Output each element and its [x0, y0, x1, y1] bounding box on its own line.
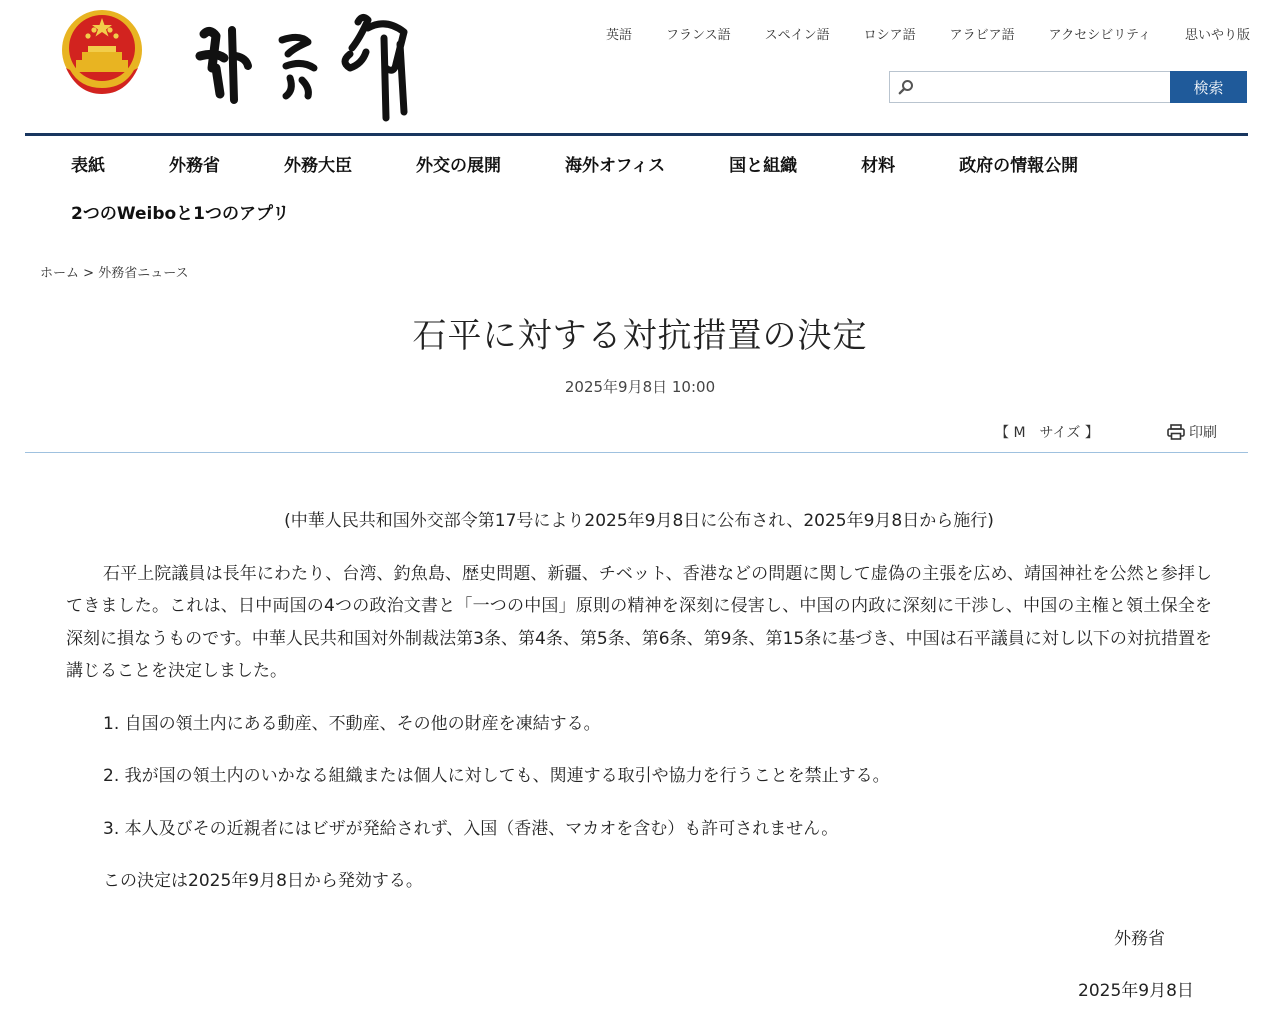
lang-link-french[interactable]: フランス語 — [666, 28, 731, 43]
language-nav — [572, 24, 1250, 43]
nav-item-minister[interactable]: 外務大臣 — [284, 155, 352, 176]
nav-item-ministry[interactable]: 外務省 — [169, 155, 220, 176]
nav-item-diplomacy[interactable]: 外交の展開 — [416, 155, 501, 176]
header-divider — [25, 133, 1248, 136]
site-header — [0, 0, 1280, 136]
article-paragraph: 石平上院議員は長年にわたり、台湾、釣魚島、歴史問題、新疆、チベット、香港などの問題に関して虚偽の主張を広め、靖国神社を公然と参拝してきました。これは、日中両国の4つの政治文書と「一つの中国」原則の精神を深刻に侵害し、中国の内政に深刻に干渉し、中国の主権と領土保全を深刻に損なうものです。中華人民共和国対外制裁法第3条、第4条、第5条、第6条、第9条、第15条に基づき、中国は石平議員に対し以下の対抗措置を講じることを決定しました。 — [66, 563, 1212, 681]
effective-statement: この決定は2025年9月8日から発効する。 — [103, 871, 423, 891]
national-emblem-icon[interactable] — [58, 8, 146, 98]
nav-item-home[interactable]: 表紙 — [71, 155, 105, 176]
measure-item: 2. 我が国の領土内のいかなる組織または個人に対しても、関連する取引や協力を行うことを禁止する。 — [103, 766, 890, 786]
search-input[interactable] — [890, 72, 1170, 102]
search-icon — [898, 79, 914, 95]
article-body — [66, 505, 1212, 918]
publish-date: 2025年9月8日 10:00 — [564, 378, 716, 396]
print-label: 印刷 — [1189, 425, 1217, 441]
page-title: 石平に対する対抗措置の決定 — [412, 316, 868, 356]
nav-item-weibo-app[interactable]: 2つのWeiboと1つのアプリ — [71, 203, 290, 224]
lang-link-spanish[interactable]: スペイン語 — [764, 28, 830, 43]
ministry-calligraphy-logo[interactable] — [190, 8, 422, 124]
lang-link-russian[interactable]: ロシア語 — [863, 28, 916, 43]
signature: 外務省 — [1114, 929, 1165, 949]
search-button[interactable]: 検索 — [1170, 71, 1247, 103]
lang-link-arabic[interactable]: アラビア語 — [949, 28, 1015, 43]
content-divider — [25, 452, 1248, 453]
nav-item-info-disclosure[interactable]: 政府の情報公開 — [959, 155, 1079, 176]
search-box — [889, 71, 1170, 103]
nav-item-materials[interactable]: 材料 — [861, 155, 896, 176]
main-nav — [71, 148, 1251, 226]
breadcrumb-separator: > — [83, 266, 95, 281]
measure-item: 3. 本人及びその近親者にはビザが発給されず、入国（香港、マカオを含む）も許可されません。 — [103, 818, 839, 839]
nav-item-countries[interactable]: 国と組織 — [729, 155, 798, 176]
nav-item-overseas-offices[interactable]: 海外オフィス — [565, 155, 666, 176]
font-size-toggle[interactable]: 【 M サイズ 】 — [995, 425, 1099, 441]
search-bar — [889, 71, 1247, 103]
breadcrumb — [40, 262, 189, 281]
print-icon — [1167, 424, 1185, 440]
breadcrumb-current[interactable]: 外務省ニュース — [98, 266, 189, 281]
print-button[interactable] — [1167, 422, 1217, 442]
care-version-link[interactable]: 思いやり版 — [1184, 28, 1250, 43]
lang-link-english[interactable]: 英語 — [605, 28, 632, 43]
signature-date: 2025年9月8日 — [1078, 981, 1194, 1001]
accessibility-link[interactable]: アクセシビリティ — [1048, 28, 1151, 43]
measure-item: 1. 自国の領土内にある動産、不動産、その他の財産を凍結する。 — [103, 713, 601, 734]
article-lead: (中華人民共和国外交部令第17号により2025年9月8日に公布され、2025年9月8日から施行) — [284, 511, 994, 531]
breadcrumb-home[interactable]: ホーム — [40, 266, 80, 281]
